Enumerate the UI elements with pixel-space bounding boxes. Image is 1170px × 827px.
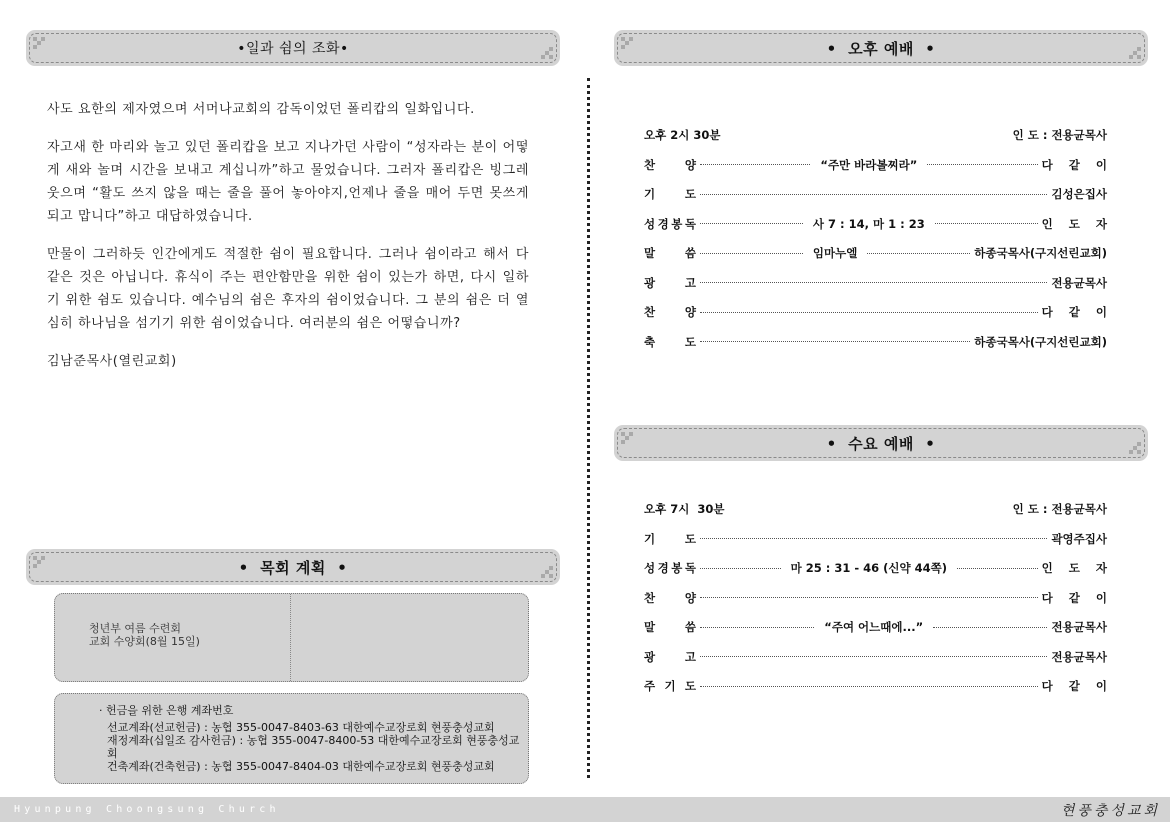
church-name-korean: 현풍충성교회 (1060, 802, 1160, 819)
footer-bar (0, 797, 1170, 822)
service-order-row (644, 554, 1114, 584)
dot-leader (700, 656, 1047, 657)
service-leader: 인 도 : 전용균목사 (1012, 128, 1107, 142)
dot-leader (700, 341, 970, 342)
plan-list (55, 594, 291, 681)
order-label: 광 고 (644, 649, 696, 664)
order-person: 다 같 이 (1041, 305, 1113, 320)
order-label: 말 씀 (644, 246, 696, 261)
dot-leader (700, 597, 1038, 598)
service-order-row (644, 268, 1107, 298)
essay-body (47, 98, 529, 388)
wednesday-service-banner (614, 425, 1148, 461)
essay-paragraph: 만물이 그러하듯 인간에게도 적절한 쉼이 필요합니다. 그러나 쉼이라고 해서 다 같은 것은 아닙니다. 휴식이 주는 편안함만을 위한 쉼이 있는가 하면, 다시 일하기 위한 쉼도 있습니다. 예수님의 쉼은 후자의 쉼이었습니다. 그 분의 쉼은 더 열심히 하나님을 섬기기 위한 쉼이었습니다. 여러분의 쉼은 어떻습니까? (47, 247, 529, 331)
order-label: 성 경 봉 독 (644, 216, 696, 231)
order-detail: 임마누엘 (812, 246, 858, 261)
order-detail: 마 25 : 31 - 46 (신약 44쪽) (790, 561, 948, 576)
order-label: 기 도 (644, 187, 696, 202)
church-name-english: Hyunpung Choongsung Church (14, 804, 280, 815)
order-person: 하종국목사(구지선린교회) (974, 334, 1107, 349)
order-label: 광 고 (644, 275, 696, 290)
dot-leader (700, 686, 1038, 687)
afternoon-service-title: • 오후 예배 • (826, 39, 936, 58)
plan-item: 교회 수양회(8월 15일) (89, 635, 200, 648)
order-person: 전용균목사 (1051, 649, 1107, 664)
essay-title-banner (26, 30, 560, 66)
order-label: 주 기 도 (644, 679, 696, 694)
service-header (644, 120, 1107, 150)
dot-leader (957, 568, 1038, 569)
bank-account: 건축계좌(건축헌금) : 농협 355-0047-8404-03 대한예수교장로회 현풍충성교회 (107, 760, 495, 773)
essay-paragraph: 사도 요한의 제자였으며 서머나교회의 감독이었던 폴리캅의 일화입니다. (47, 102, 475, 117)
order-label: 찬 양 (644, 590, 696, 605)
dot-leader (700, 253, 803, 254)
service-order-row (644, 298, 1113, 328)
plan-title: • 목회 계획 • (238, 558, 348, 577)
corner-ornament-icon (1129, 47, 1141, 59)
order-label: 찬 양 (644, 305, 696, 320)
service-order-row (644, 642, 1107, 672)
dot-leader (867, 253, 970, 254)
service-leader: 인 도 : 전용균목사 (1012, 502, 1107, 516)
afternoon-service-banner (614, 30, 1148, 66)
service-order-row (644, 209, 1114, 239)
order-person: 다 같 이 (1041, 679, 1113, 694)
service-order-row (644, 672, 1113, 702)
service-order-row (644, 180, 1107, 210)
dot-leader (700, 223, 803, 224)
essay-paragraph: 자고새 한 마리와 놀고 있던 폴리캅을 보고 지나가던 사람이 “성자라는 분이 어떻게 새와 놀며 시간을 보내고 계십니까”하고 물었습니다. 그러자 폴리캅은 빙그레 웃으며 “활도 쓰지 않을 때는 줄을 풀어 놓아야지,언제나 줄을 매어 두면 못쓰게 되고 맙니다”하고 대답하였습니다. (47, 140, 529, 224)
order-label: 축 도 (644, 334, 696, 349)
wednesday-service-order (644, 494, 1114, 701)
service-time: 오후 2시 30분 (644, 128, 721, 142)
wednesday-service-title: • 수요 예배 • (826, 434, 936, 453)
service-order-row (644, 239, 1107, 269)
dot-leader (700, 568, 781, 569)
corner-ornament-icon (1129, 442, 1141, 454)
order-label: 기 도 (644, 531, 696, 546)
service-time: 오후 7시 30분 (644, 502, 725, 516)
order-label: 찬 양 (644, 157, 696, 172)
service-order-row (644, 327, 1107, 357)
bank-account: 선교계좌(선교헌금) : 농협 355-0047-8403-63 대한예수교장로회 현풍충성교회 (107, 721, 495, 734)
order-label: 말 씀 (644, 620, 696, 635)
dot-leader (933, 627, 1047, 628)
order-detail: “주여 어느때에...” (824, 620, 924, 635)
dot-leader (700, 164, 810, 165)
corner-ornament-icon (33, 37, 45, 49)
dot-leader (700, 282, 1047, 283)
plan-box (54, 593, 529, 682)
bank-account: 재정계좌(십일조 감사헌금) : 농협 355-0047-8400-53 대한예수교장로회 현풍충성교회 (107, 734, 520, 760)
bank-title: · 헌금을 위한 은행 계좌번호 (99, 704, 234, 717)
order-detail: “주만 바라볼찌라” (820, 157, 918, 172)
service-order-row (644, 583, 1113, 613)
corner-ornament-icon (541, 566, 553, 578)
corner-ornament-icon (541, 47, 553, 59)
plan-item: 청년부 여름 수련회 (89, 622, 182, 635)
order-person: 다 같 이 (1041, 590, 1113, 605)
order-person: 인 도 자 (1041, 561, 1114, 576)
afternoon-service-order (644, 120, 1114, 357)
page-divider (587, 78, 590, 778)
order-person: 다 같 이 (1041, 157, 1114, 172)
service-order-row (644, 613, 1107, 643)
order-person: 하종국목사(구지선린교회) (974, 246, 1107, 261)
dot-leader (700, 194, 1047, 195)
dot-leader (700, 627, 814, 628)
dot-leader (935, 223, 1038, 224)
service-order-row (644, 150, 1114, 180)
corner-ornament-icon (621, 432, 633, 444)
order-label: 성 경 봉 독 (644, 561, 696, 576)
dot-leader (700, 538, 1047, 539)
dot-leader (927, 164, 1037, 165)
corner-ornament-icon (33, 556, 45, 568)
order-person: 인 도 자 (1041, 216, 1114, 231)
dot-leader (700, 312, 1038, 313)
service-order-row (644, 524, 1107, 554)
order-person: 김성은집사 (1051, 187, 1107, 202)
order-person: 전용균목사 (1051, 275, 1107, 290)
essay-author: 김남준목사(열린교회) (47, 354, 177, 369)
order-detail: 사 7 : 14, 마 1 : 23 (812, 216, 925, 231)
corner-ornament-icon (621, 37, 633, 49)
order-person: 전용균목사 (1051, 620, 1107, 635)
bank-account-box (54, 693, 529, 784)
order-person: 곽영주집사 (1051, 531, 1107, 546)
service-header (644, 494, 1107, 524)
essay-title: •일과 쉼의 조화• (237, 41, 349, 57)
plan-title-banner (26, 549, 560, 585)
